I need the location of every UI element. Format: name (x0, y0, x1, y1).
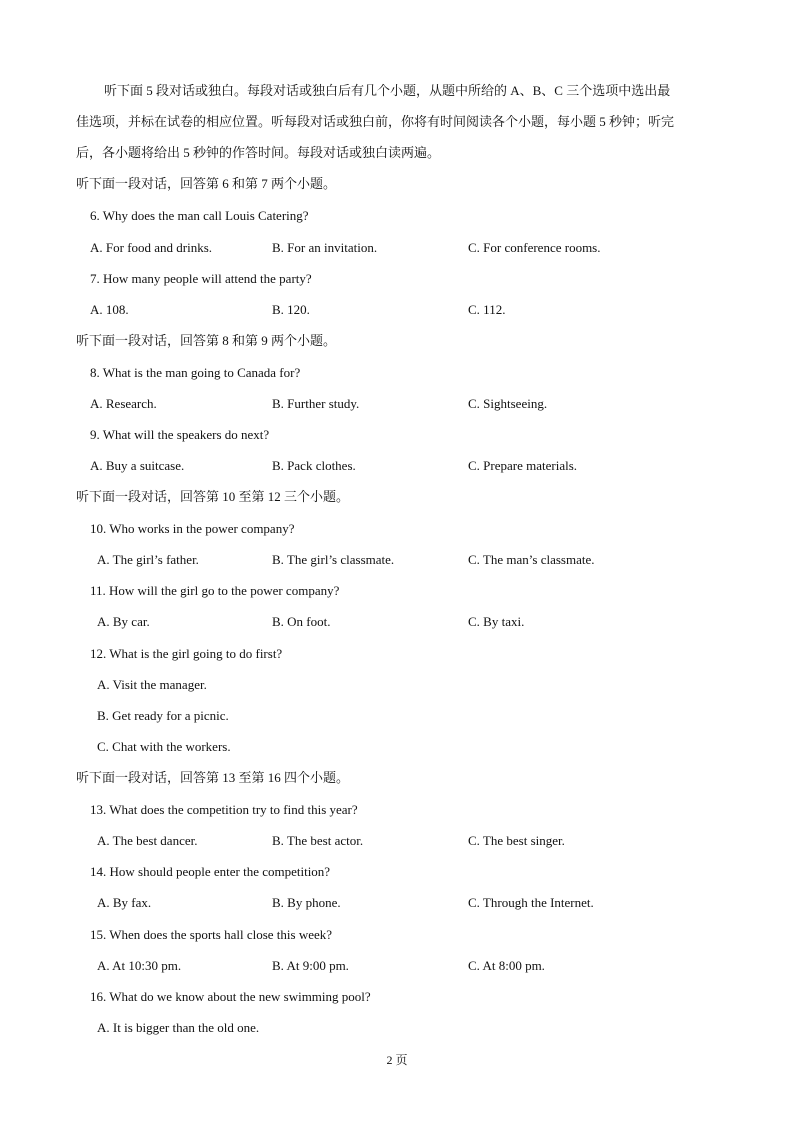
question-14: 14. How should people enter the competition? (90, 864, 331, 879)
option-14b: B. By phone. (272, 895, 341, 910)
option-11b: B. On foot. (272, 614, 331, 629)
question-6: 6. Why does the man call Louis Catering? (90, 208, 309, 223)
option-12b: B. Get ready for a picnic. (97, 708, 229, 723)
option-9a: A. Buy a suitcase. (90, 458, 185, 473)
option-7c: C. 112. (468, 302, 506, 317)
option-6a: A. For food and drinks. (90, 240, 213, 255)
question-16: 16. What do we know about the new swimming pool? (90, 989, 371, 1004)
question-11: 11. How will the girl go to the power company? (90, 583, 340, 598)
instructions-line-2: 佳选项，并标在试卷的相应位置。听每段对话或独白前，你将有时间阅读各个小题，每小题 5 秒钟；听完 (76, 114, 675, 129)
option-13b: B. The best actor. (272, 833, 364, 848)
option-14c: C. Through the Internet. (468, 895, 594, 910)
option-10b: B. The girl’s classmate. (272, 552, 395, 567)
section-heading-1: 听下面一段对话，回答第 6 和第 7 两个小题。 (76, 176, 337, 191)
option-8a: A. Research. (90, 396, 157, 411)
question-10: 10. Who works in the power company? (90, 521, 295, 536)
option-15c: C. At 8:00 pm. (468, 958, 545, 973)
option-6c: C. For conference rooms. (468, 240, 601, 255)
question-15: 15. When does the sports hall close this week? (90, 927, 333, 942)
instructions-line-1: 听下面 5 段对话或独白。每段对话或独白后有几个小题，从题中所给的 A、B、C 三个选项中选出最 (104, 83, 671, 98)
option-6b: B. For an invitation. (272, 240, 378, 255)
option-16a: A. It is bigger than the old one. (97, 1020, 260, 1035)
section-heading-2: 听下面一段对话，回答第 8 和第 9 两个小题。 (76, 333, 337, 348)
option-14a: A. By fax. (97, 895, 152, 910)
option-15a: A. At 10:30 pm. (97, 958, 182, 973)
page-number: 2 页 (386, 1053, 408, 1067)
option-13c: C. The best singer. (468, 833, 565, 848)
option-15b: B. At 9:00 pm. (272, 958, 349, 973)
option-12a: A. Visit the manager. (97, 677, 207, 692)
option-11a: A. By car. (97, 614, 150, 629)
option-8c: C. Sightseeing. (468, 396, 548, 411)
option-11c: C. By taxi. (468, 614, 525, 629)
option-8b: B. Further study. (272, 396, 360, 411)
question-8: 8. What is the man going to Canada for? (90, 365, 301, 380)
instructions-line-3: 后，各小题将给出 5 秒钟的作答时间。每段对话或独白读两遍。 (76, 145, 441, 160)
option-9b: B. Pack clothes. (272, 458, 356, 473)
option-10a: A. The girl’s father. (97, 552, 199, 567)
section-heading-4: 听下面一段对话，回答第 13 至第 16 四个小题。 (76, 770, 350, 785)
option-10c: C. The man’s classmate. (468, 552, 595, 567)
option-12c: C. Chat with the workers. (97, 739, 231, 754)
option-9c: C. Prepare materials. (468, 458, 578, 473)
question-13: 13. What does the competition try to find this year? (90, 802, 358, 817)
question-12: 12. What is the girl going to do first? (90, 646, 283, 661)
option-13a: A. The best dancer. (97, 833, 198, 848)
question-9: 9. What will the speakers do next? (90, 427, 270, 442)
question-7: 7. How many people will attend the party? (90, 271, 312, 286)
option-7b: B. 120. (272, 302, 310, 317)
section-heading-3: 听下面一段对话，回答第 10 至第 12 三个小题。 (76, 489, 350, 504)
option-7a: A. 108. (90, 302, 129, 317)
